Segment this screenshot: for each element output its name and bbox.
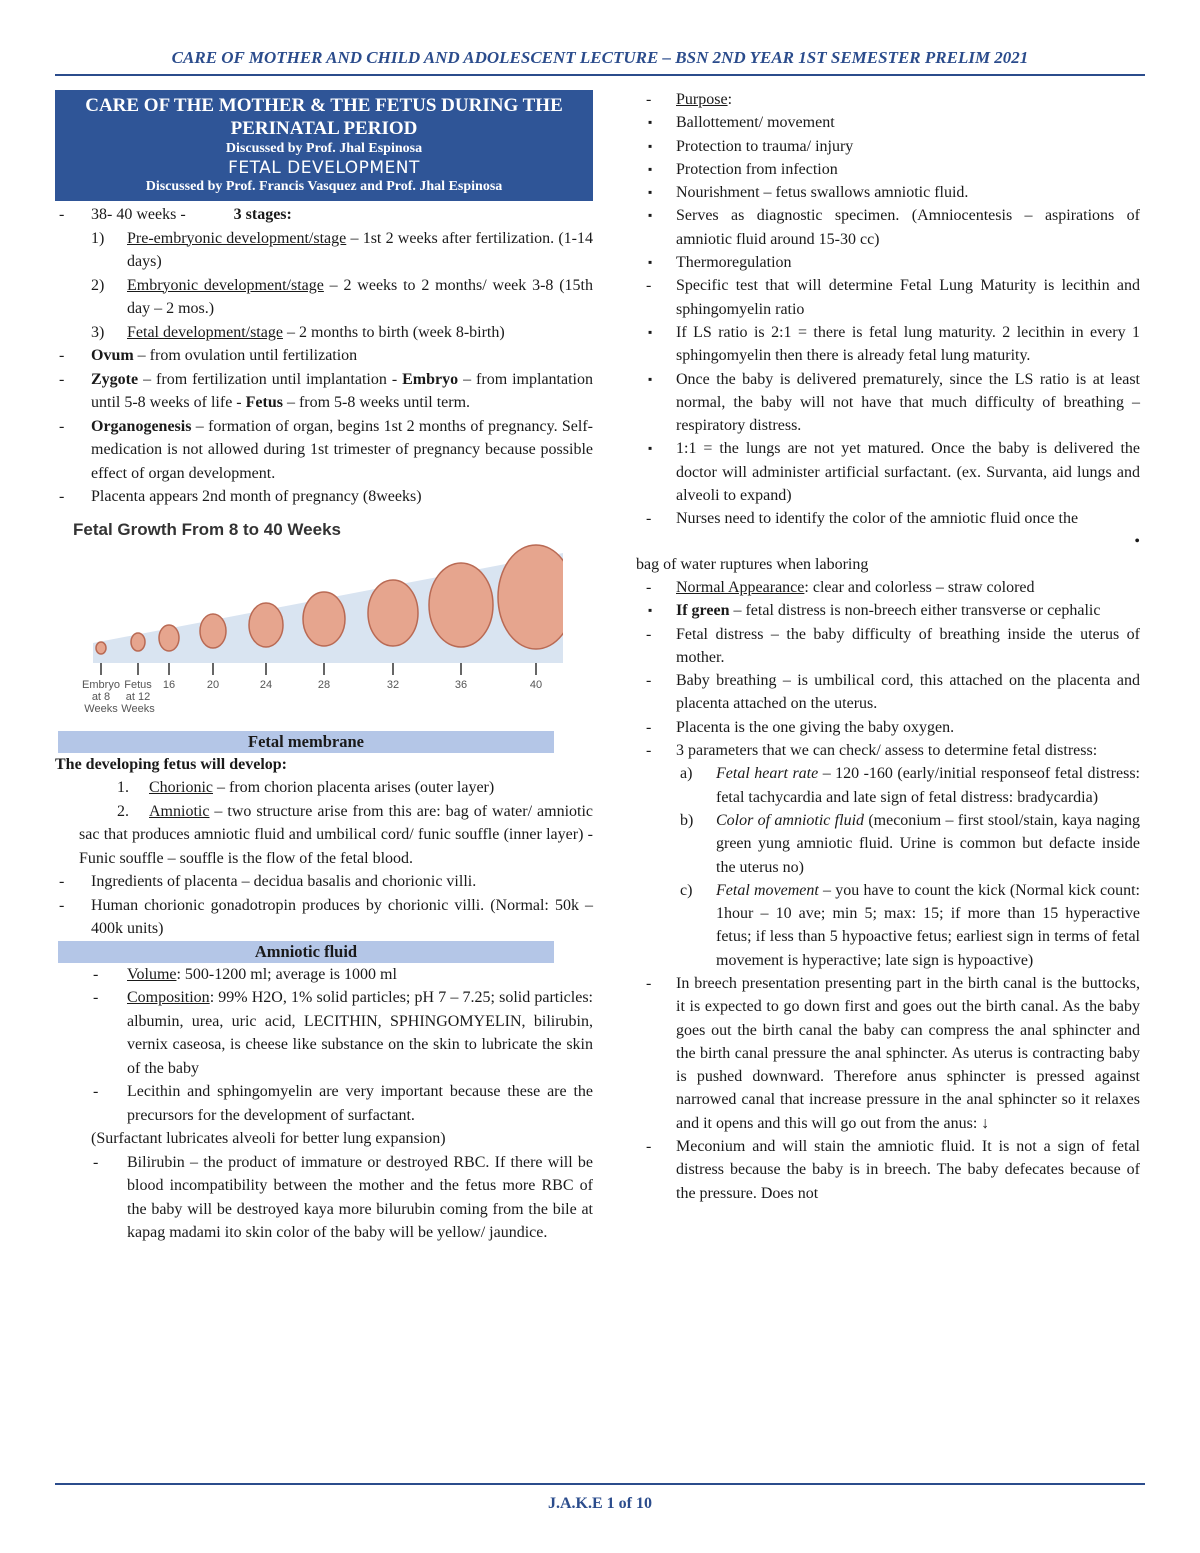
fetus-32	[368, 580, 418, 646]
header-text: CARE OF MOTHER AND CHILD AND ADOLESCENT LECTURE – BSN 2ND YEAR 1ST SEMESTER PRELIM 2021	[171, 48, 1029, 67]
bilirubin-item: - Bilirubin – the product of immature or destroyed RBC. If there will be blood incompatibility between the mother and the fetus more RBC of the baby will be destroyed kaya more bilurubin coming from the bile at kapag madami ito skin color of the baby will be yellow/ jaundice.	[93, 1153, 593, 1241]
chorionic-item: 1. Chorionic – from chorion placenta arises (outer layer)	[117, 779, 495, 796]
section-title: FETAL DEVELOPMENT	[228, 158, 420, 178]
organogenesis-item: - Organogenesis – formation of organ, begins 1st 2 months of pregnancy. Self-medication is not allowed during 1st trimester of pregnancy because possible effect of organ development.	[59, 417, 593, 482]
stage-2: 2) Embryonic development/stage – 2 weeks to 2 months/ week 3-8 (15th day – 2 mos.)	[91, 276, 593, 317]
purpose-3: ▪ Protection from infection	[648, 160, 838, 178]
purpose-2: ▪ Protection to trauma/ injury	[648, 137, 854, 155]
page-header	[55, 48, 1145, 76]
footer-text: J.A.K.E 1 of 10	[548, 1495, 652, 1512]
purpose-4: ▪ Nourishment – fetus swallows amniotic fluid.	[648, 184, 969, 202]
right-column	[636, 88, 1141, 1205]
specific-test-item: - Specific test that will determine Fetal Lung Maturity is lecithin and sphingomyelin ratio	[646, 277, 1140, 318]
hcg-item: - Human chorionic gonadotropin produces by chorionic villi. (Normal: 50k – 400k units)	[59, 896, 593, 937]
developing-fetus-label: The developing fetus will develop:	[55, 755, 288, 773]
label-36: 36	[454, 678, 468, 691]
fetus-16	[159, 625, 179, 651]
purpose-6: ▪ Thermoregulation	[648, 254, 792, 272]
volume-item: - Volume: 500-1200 ml; average is 1000 ml	[93, 965, 397, 983]
ls-ratio-2: ▪ Once the baby is delivered prematurely, since the LS ratio is at least normal, the baby will not have that much difficulty of breathing – respiratory distress.	[648, 370, 1140, 435]
fetal-membrane-header: Fetal membrane	[58, 731, 554, 753]
if-green-item: ▪ If green – fetal distress is non-breech either transverse or cephalic	[648, 602, 1101, 620]
placenta-oxygen-item: - Placenta is the one giving the baby oxygen.	[646, 718, 955, 736]
nurses-item: - Nurses need to identify the color of the amniotic fluid once the	[646, 510, 1079, 528]
svg-text:Weeks: Weeks	[84, 702, 118, 715]
ls-ratio-1: ▪ If LS ratio is 2:1 = there is fetal lung maturity. 2 lecithin in every 1 sphingomyelin then there is already fetal lung maturity.	[648, 323, 1140, 365]
label-8: Embryo	[82, 678, 120, 691]
fetus-8	[96, 642, 106, 654]
fetal-growth-illustration	[63, 513, 563, 723]
section-author: Discussed by Prof. Francis Vasquez and Prof. Jhal Espinosa	[145, 179, 503, 194]
ingredients-item: - Ingredients of placenta – decidua basalis and chorionic villi.	[59, 873, 477, 890]
left-column	[55, 90, 593, 1245]
zygote-item: - Zygote – from fertilization until implantation - Embryo – from implantation until 5-8 weeks of life - Fetus – from 5-8 weeks until term.	[59, 370, 593, 411]
surfactant-note: (Surfactant lubricates alveoli for better lung expansion)	[91, 1130, 446, 1147]
amniotic-fluid-header: Amniotic fluid	[58, 941, 554, 963]
normal-appearance-item: - Normal Appearance: clear and colorless – straw colored	[646, 578, 1035, 596]
ovum-item: - Ovum – from ovulation until fertilization	[59, 347, 358, 364]
figure-title: Fetal Growth From 8 to 40 Weeks	[73, 519, 341, 539]
bag-ruptures-text: bag of water ruptures when laboring	[636, 555, 869, 573]
fetus-20	[200, 614, 226, 648]
placenta-item: - Placenta appears 2nd month of pregnancy (8weeks)	[59, 488, 422, 505]
label-28: 28	[317, 678, 331, 691]
svg-text:at 8: at 8	[91, 690, 111, 703]
page-footer	[55, 1483, 1145, 1535]
label-40: 40	[529, 678, 543, 691]
param-c: c) Fetal movement – you have to count the kick (Normal kick count: 1hour – 10 ave; min 5; max: 15; if more than 15 hyperactive fetus; if less than 5 hypoactive fetus; earliest sign in terms of fetal movement is hyperactive; late sign is hypoactive)	[680, 881, 1141, 969]
label-16: 16	[162, 678, 176, 691]
label-20: 20	[206, 678, 220, 691]
stage-1: 1) Pre-embryonic development/stage – 1st 2 weeks after fertilization. (1-14 days)	[91, 229, 594, 270]
stage-3: 3) Fetal development/stage – 2 months to birth (week 8-birth)	[91, 323, 505, 341]
ls-ratio-3: ▪ 1:1 = the lungs are not yet matured. Once the baby is delivered the doctor will administer artificial surfactant. (ex. Survanta, aid lungs and alveoli to expand)	[648, 440, 1140, 505]
baby-breathing-item: - Baby breathing – is umbilical cord, this attached on the placenta and placenta attached on the uterus.	[646, 672, 1140, 713]
fetal-distress-item: - Fetal distress – the baby difficulty of breathing inside the uterus of mother.	[646, 625, 1140, 666]
fetal-growth-figure	[63, 513, 563, 723]
purpose-1: ▪ Ballottement/ movement	[648, 114, 835, 132]
stray-bullet: •	[1134, 532, 1140, 550]
purpose-item: - Purpose:	[646, 91, 733, 108]
parameters-item: - 3 parameters that we can check/ assess to determine fetal distress:	[646, 742, 1098, 760]
label-24: 24	[259, 678, 273, 691]
label-12: Fetus	[124, 678, 152, 691]
label-32: 32	[386, 678, 400, 691]
meconium-item: - Meconium and will stain the amniotic fluid. It is not a sign of fetal distress because the baby is in breech. The baby defecates because of the pressure. Does not	[646, 1138, 1140, 1202]
fetus-12	[131, 633, 145, 651]
title-box	[55, 90, 593, 201]
svg-text:at 12: at 12	[125, 690, 151, 703]
param-a: a) Fetal heart rate – 120 -160 (early/initial responseof fetal distress: fetal tachycardia and late sign of fetal distress: bradycardia)	[680, 765, 1141, 806]
svg-text:Weeks: Weeks	[121, 702, 155, 715]
composition-item: - Composition: 99% H2O, 1% solid particles; pH 7 – 7.25; solid particles: albumin, urea, uric acid, LECITHIN, SPHINGOMYELIN, bilirubin, vernix caseosa, is cheese like substance on the skin to lubricate the skin of the baby	[93, 989, 593, 1077]
fetus-36	[429, 563, 493, 647]
purpose-5: ▪ Serves as diagnostic specimen. (Amniocentesis – aspirations of amniotic fluid around 15-30 cc)	[648, 207, 1140, 248]
fetus-28	[303, 592, 345, 646]
amniotic-item: 2. Amniotic – two structure arise from this are: bag of water/ amniotic sac that produces amniotic fluid and umbilical cord/ funic souffle (inner layer) - Funic souffle – souffle is the flow of the fetal blood.	[79, 802, 593, 867]
lecithin-item: - Lecithin and sphingomyelin are very important because these are the precursors for the development of surfactant.	[93, 1083, 593, 1124]
param-b: b) Color of amniotic fluid (meconium – first stool/stain, kaya naging green yung amniotic fluid. Urine is common but defacte inside the uterus no)	[680, 811, 1141, 876]
lecture-title: CARE OF THE MOTHER & THE FETUS DURING THE PERINATAL PERIOD	[85, 95, 563, 139]
weeks-item: - 38- 40 weeks - 3 stages:	[59, 206, 292, 223]
breech-item: - In breech presentation presenting part in the birth canal is the buttocks, it is expected to go down first and goes out the birth canal. As the baby goes out the birth canal the baby can compress the anal sphincter and the birth canal pressure the anal sphincter. As uterus is contracting baby is pushed downward. Therefore anus sphincter is pressed against narrowed canal that increase pressure in the anal sphincter so it relaxes and it opens and this will go out from the anus: ↓	[646, 974, 1140, 1132]
lecture-author: Discussed by Prof. Jhal Espinosa	[225, 141, 423, 156]
fetus-24	[249, 603, 283, 647]
